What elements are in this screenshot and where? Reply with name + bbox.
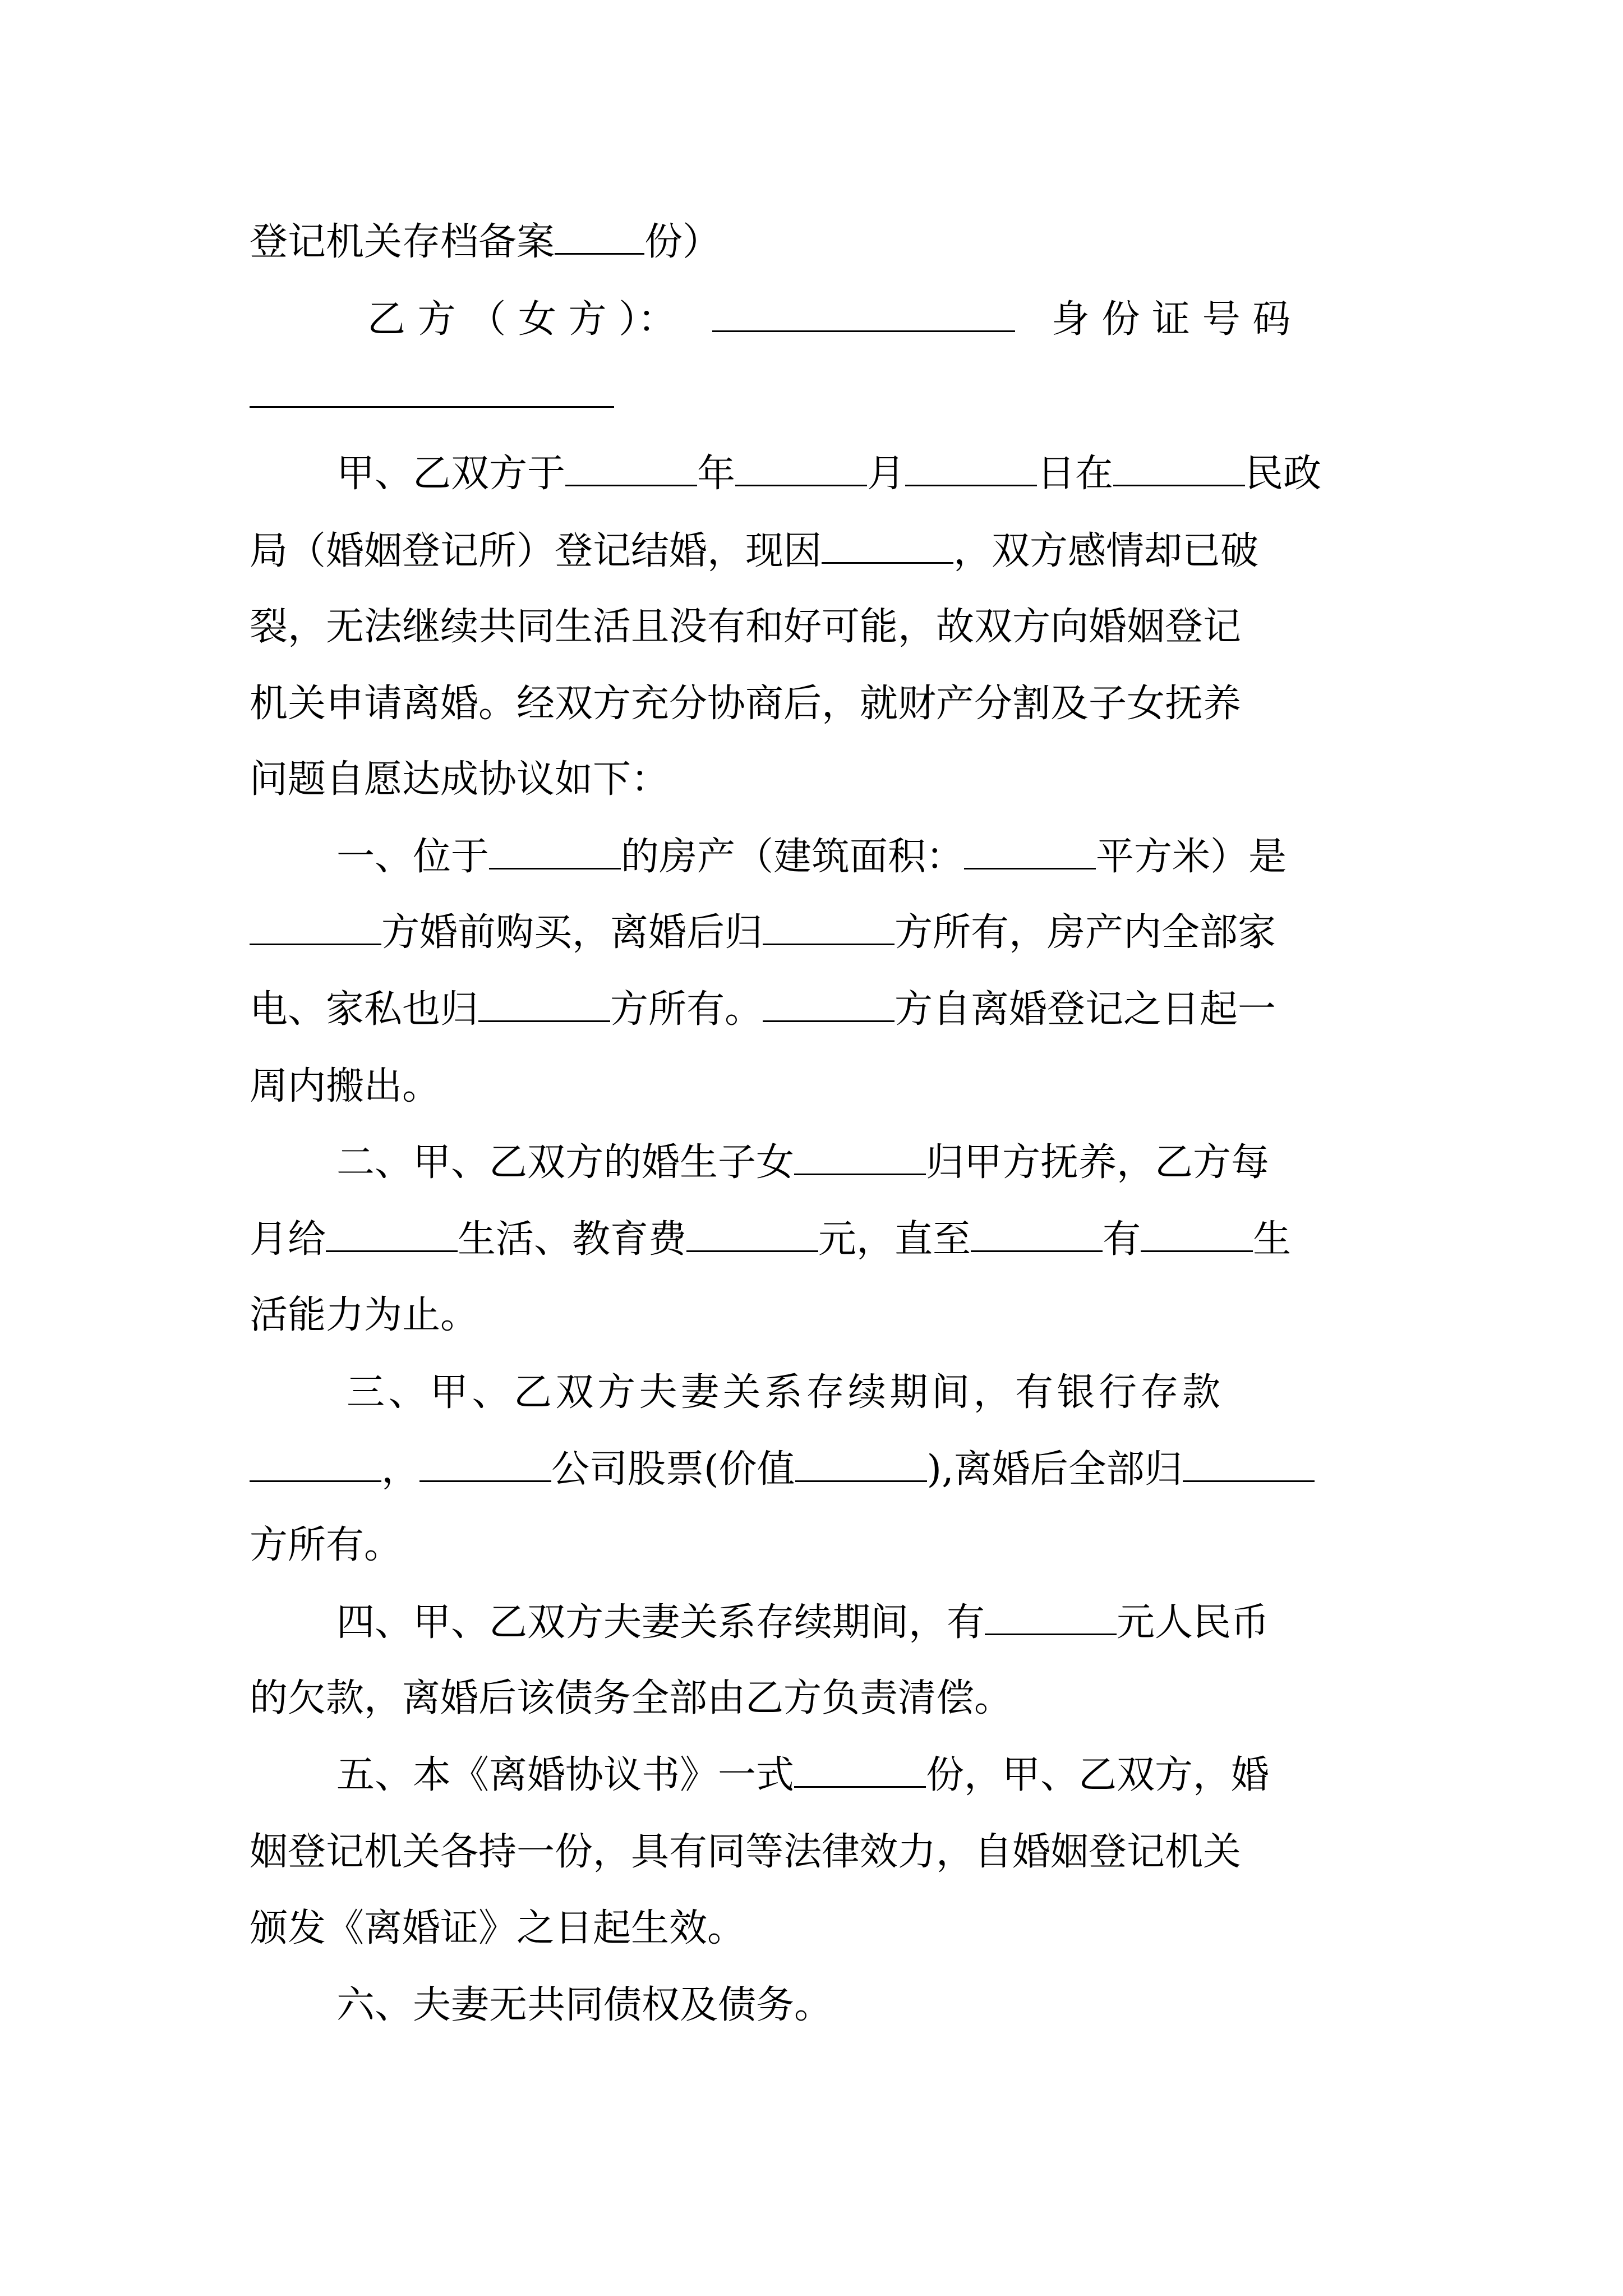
text-line — [367, 292, 1388, 348]
line-text: 方自离婚登记之日起一 — [895, 987, 1276, 1032]
blank-underline — [555, 247, 644, 255]
line-text: 裂，无法继续共同生活且没有和好可能，故双方向婚姻登记 — [250, 605, 1242, 649]
line-text: 生 — [1253, 1217, 1292, 1262]
line-text: 元，直至 — [818, 1217, 971, 1262]
line-text: 的欠款，离婚后该债务全部由乙方负责清偿。 — [250, 1676, 1013, 1720]
text-line — [336, 829, 1388, 885]
blank-underline — [1113, 479, 1245, 486]
line-text: 登记机关存档备案 — [250, 220, 555, 264]
text-line — [250, 982, 1388, 1038]
blank-underline — [794, 1780, 926, 1788]
line-text: 方婚前购买，离婚后归 — [381, 910, 763, 955]
blank-underline — [686, 1245, 818, 1252]
blank-underline — [419, 1475, 551, 1482]
text-line — [250, 1824, 1388, 1880]
line-text: 方所有。 — [610, 987, 763, 1032]
text-line — [336, 1747, 1388, 1803]
line-text: 一、位于 — [336, 835, 490, 879]
blank-underline — [763, 938, 895, 945]
blank-underline — [326, 1245, 458, 1252]
line-text: 身 份 证 号 码 — [1015, 297, 1291, 342]
blank-underline — [964, 862, 1096, 869]
line-text: 问题自愿达成协议如下： — [250, 757, 670, 802]
text-line — [347, 1365, 1388, 1421]
line-text: 的房产（建筑面积： — [621, 835, 965, 879]
text-line — [250, 676, 1388, 732]
text-line — [250, 905, 1388, 961]
line-text: 有 — [1103, 1217, 1141, 1262]
text-line — [250, 1212, 1388, 1268]
line-text: 方所有。 — [250, 1523, 403, 1567]
line-text: ，双方感情却已破 — [953, 529, 1259, 573]
text-line — [250, 214, 1388, 270]
blank-underline — [712, 325, 1015, 332]
text-line — [250, 1287, 1388, 1343]
line-text: 乙 方 （ 女 方 ）： — [367, 297, 712, 342]
line-text: 平方米）是 — [1096, 835, 1287, 879]
blank-underline — [489, 862, 621, 869]
line-text: ， — [381, 1447, 420, 1492]
text-line — [250, 1671, 1388, 1727]
line-text: 月 — [867, 452, 906, 496]
blank-underline — [250, 1475, 381, 1482]
line-text: 电、家私也归 — [250, 987, 479, 1032]
line-text: 六、夫妻无共同债权及债务。 — [336, 1983, 833, 2027]
line-text: 四、甲、乙双方夫妻关系存续期间，有 — [336, 1600, 985, 1645]
line-text: 二、甲、乙双方的婚生子女 — [336, 1140, 795, 1185]
line-text: 甲、乙双方于 — [336, 452, 566, 496]
line-text: ),离婚后全部归 — [926, 1447, 1183, 1492]
line-text: 月给 — [250, 1217, 326, 1262]
blank-underline — [794, 1168, 926, 1175]
blank-underline — [971, 1245, 1103, 1252]
line-text: 颁发《离婚证》之日起生效。 — [250, 1906, 746, 1950]
line-text: 活能力为止。 — [250, 1293, 479, 1337]
text-line — [336, 1135, 1388, 1191]
blank-underline — [250, 401, 614, 408]
line-text: 年 — [697, 452, 736, 496]
line-text: 机关申请离婚。经双方充分协商后，就财产分割及子女抚养 — [250, 682, 1242, 726]
text-line — [250, 1442, 1388, 1498]
blank-underline — [478, 1015, 610, 1022]
blank-underline — [1183, 1475, 1315, 1482]
text-line — [336, 446, 1388, 502]
text-line — [250, 367, 1388, 424]
line-text: 方所有，房产内全部家 — [895, 910, 1276, 955]
blank-underline — [735, 479, 867, 486]
text-line — [250, 1901, 1388, 1957]
blank-underline — [250, 938, 381, 945]
line-text: 公司股票(价值 — [551, 1447, 795, 1492]
blank-underline — [985, 1628, 1117, 1635]
blank-underline — [905, 479, 1037, 486]
line-text: 份） — [644, 220, 721, 264]
blank-underline — [822, 556, 953, 564]
blank-underline — [1141, 1245, 1253, 1252]
line-text: 份，甲、乙双方，婚 — [926, 1753, 1270, 1797]
line-text: 姻登记机关各持一份，具有同等法律效力，自婚姻登记机关 — [250, 1830, 1242, 1874]
blank-underline — [565, 479, 697, 486]
line-text: 生活、教育费 — [458, 1217, 687, 1262]
text-line — [250, 752, 1388, 808]
line-text: 局（婚姻登记所）登记结婚，现因 — [250, 529, 822, 573]
text-line — [336, 1595, 1388, 1651]
line-text: 元人民币 — [1117, 1600, 1270, 1645]
blank-underline — [763, 1015, 895, 1022]
line-text: 五、本《离婚协议书》一式 — [336, 1753, 795, 1797]
line-text: 日在 — [1037, 452, 1114, 496]
text-line — [250, 523, 1388, 579]
text-line — [336, 1977, 1388, 2033]
line-text: 民政 — [1245, 452, 1322, 496]
text-line — [250, 1059, 1388, 1115]
text-line — [250, 599, 1388, 655]
line-text: 三、甲、乙双方夫妻关系存续期间，有银行存款 — [347, 1370, 1224, 1415]
text-line — [250, 1517, 1388, 1573]
line-text: 归甲方抚养，乙方每 — [926, 1140, 1270, 1185]
line-text: 周内搬出。 — [250, 1064, 441, 1108]
blank-underline — [795, 1475, 927, 1482]
